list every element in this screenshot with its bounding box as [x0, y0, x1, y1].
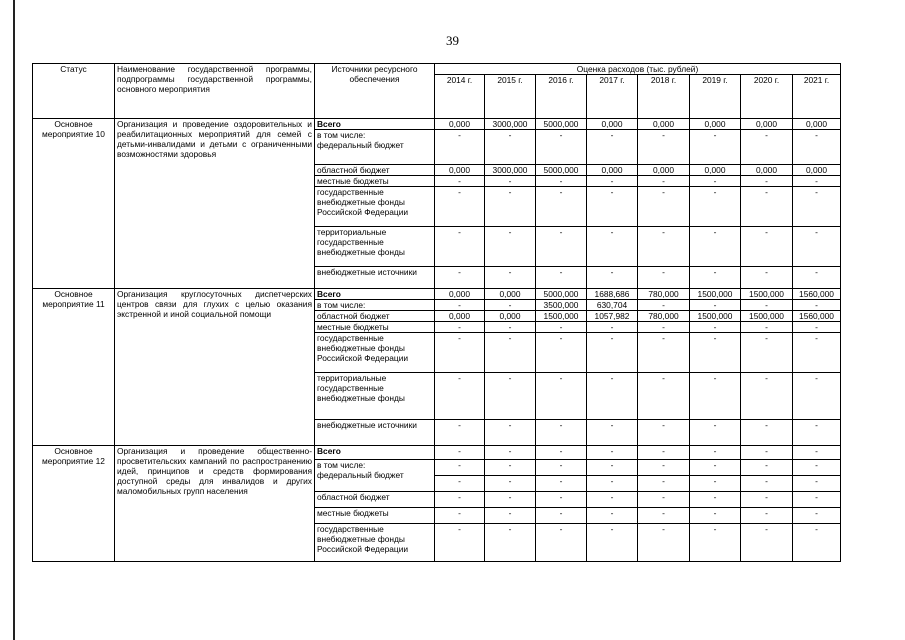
value-cell: -: [741, 333, 793, 373]
table-row: [33, 289, 841, 300]
row-source: [315, 300, 435, 311]
value-cell: -: [793, 524, 841, 562]
source-label: Всего: [317, 446, 341, 456]
value-cell: -: [587, 492, 638, 508]
value-cell: 1500,000: [536, 311, 587, 322]
value-cell: 5000,000: [536, 165, 587, 176]
value-cell: -: [741, 176, 793, 187]
value-cell: -: [690, 508, 741, 524]
source-label: местные бюджеты: [317, 322, 389, 332]
value-cell: -: [435, 476, 485, 492]
value-cell: 0,000: [435, 119, 485, 130]
header-year: 2017 г.: [587, 75, 638, 119]
value-cell: -: [536, 267, 587, 289]
value-cell: -: [485, 492, 536, 508]
value-cell: 0,000: [690, 119, 741, 130]
value-cell: -: [638, 267, 690, 289]
source-label: областной бюджет: [317, 492, 390, 502]
row-source: [315, 446, 435, 460]
value-cell: -: [485, 460, 536, 476]
value-cell: -: [536, 322, 587, 333]
value-cell: -: [741, 322, 793, 333]
header-year: 2018 г.: [638, 75, 690, 119]
value-cell: -: [485, 322, 536, 333]
value-cell: -: [793, 176, 841, 187]
value-cell: 0,000: [690, 165, 741, 176]
value-cell: -: [638, 508, 690, 524]
value-cell: 1500,000: [741, 289, 793, 300]
source-label: государственные внебюджетные фонды Российской Федерации: [317, 333, 409, 363]
value-cell: 1560,000: [793, 289, 841, 300]
value-cell: -: [485, 373, 536, 420]
value-cell: -: [536, 420, 587, 446]
value-cell: -: [435, 333, 485, 373]
value-cell: -: [638, 333, 690, 373]
value-cell: -: [793, 508, 841, 524]
value-cell: -: [638, 460, 690, 476]
value-cell: 0,000: [485, 311, 536, 322]
value-cell: 0,000: [638, 165, 690, 176]
value-cell: -: [485, 130, 536, 165]
value-cell: -: [587, 333, 638, 373]
value-cell: -: [638, 322, 690, 333]
row-source: [315, 130, 435, 165]
value-cell: -: [741, 130, 793, 165]
value-cell: -: [435, 446, 485, 460]
source-label: Всего: [317, 289, 341, 299]
value-cell: 1560,000: [793, 311, 841, 322]
value-cell: -: [638, 446, 690, 460]
value-cell: -: [690, 322, 741, 333]
value-cell: -: [587, 508, 638, 524]
value-cell: -: [485, 333, 536, 373]
value-cell: -: [690, 227, 741, 267]
row-source: [315, 267, 435, 289]
value-cell: 780,000: [638, 311, 690, 322]
value-cell: -: [587, 460, 638, 476]
value-cell: -: [587, 130, 638, 165]
header-year: 2020 г.: [741, 75, 793, 119]
row-source: [315, 119, 435, 130]
row-source: [315, 524, 435, 562]
row-status: Основное мероприятие 10: [33, 119, 115, 289]
row-name: Организация и проведение общественно-просветительских кампаний по распространению идей, принципов и средств формирования доступной среды для инвалидов и других маломобильных групп населения: [115, 446, 315, 562]
header-year: 2014 г.: [435, 75, 485, 119]
value-cell: 3000,000: [485, 119, 536, 130]
value-cell: -: [587, 227, 638, 267]
value-cell: -: [690, 130, 741, 165]
value-cell: -: [536, 373, 587, 420]
value-cell: -: [435, 187, 485, 227]
value-cell: -: [435, 176, 485, 187]
row-status: Основное мероприятие 11: [33, 289, 115, 446]
value-cell: -: [536, 187, 587, 227]
value-cell: 630,704: [587, 300, 638, 311]
value-cell: 0,000: [793, 119, 841, 130]
value-cell: -: [587, 420, 638, 446]
value-cell: 3500,000: [536, 300, 587, 311]
source-label: местные бюджеты: [317, 508, 389, 518]
row-name: Организация и проведение оздоровительных и реабилитационных мероприятий для семей с детьми-инвалидами и детьми с ограниченными возможностями здоровья: [115, 119, 315, 289]
source-label: местные бюджеты: [317, 176, 389, 186]
value-cell: -: [793, 322, 841, 333]
budget-table: [32, 63, 841, 562]
value-cell: -: [690, 476, 741, 492]
row-source: [315, 311, 435, 322]
source-label: внебюджетные источники: [317, 267, 417, 277]
value-cell: -: [435, 373, 485, 420]
page-edge-line: [13, 0, 15, 640]
row-source: [315, 460, 435, 492]
value-cell: -: [741, 524, 793, 562]
value-cell: -: [435, 492, 485, 508]
value-cell: -: [741, 373, 793, 420]
source-label: Всего: [317, 119, 341, 129]
value-cell: -: [536, 333, 587, 373]
row-name: Организация круглосуточных диспетчерских центров связи для глухих с целью оказания экстренной и иной социальной помощи: [115, 289, 315, 446]
value-cell: 0,000: [435, 289, 485, 300]
value-cell: -: [638, 492, 690, 508]
row-source: [315, 492, 435, 508]
value-cell: -: [741, 300, 793, 311]
value-cell: -: [485, 227, 536, 267]
header-name: Наименование государственной программы, подпрограммы государственной программы, основного мероприятия: [115, 64, 315, 119]
value-cell: -: [587, 446, 638, 460]
value-cell: 3000,000: [485, 165, 536, 176]
source-label: в том числе:: [317, 130, 366, 140]
value-cell: -: [638, 300, 690, 311]
value-cell: -: [793, 420, 841, 446]
value-cell: -: [690, 373, 741, 420]
value-cell: 1688,686: [587, 289, 638, 300]
source-label: областной бюджет: [317, 311, 390, 321]
value-cell: 5000,000: [536, 289, 587, 300]
value-cell: -: [435, 508, 485, 524]
value-cell: -: [793, 460, 841, 476]
value-cell: -: [435, 524, 485, 562]
value-cell: -: [690, 187, 741, 227]
value-cell: -: [690, 446, 741, 460]
row-source: [315, 176, 435, 187]
value-cell: -: [741, 492, 793, 508]
header-year: 2021 г.: [793, 75, 841, 119]
value-cell: -: [587, 524, 638, 562]
value-cell: -: [741, 227, 793, 267]
source-label: внебюджетные источники: [317, 420, 417, 430]
header-year: 2019 г.: [690, 75, 741, 119]
value-cell: 0,000: [435, 311, 485, 322]
value-cell: -: [638, 524, 690, 562]
value-cell: -: [793, 267, 841, 289]
value-cell: -: [690, 176, 741, 187]
value-cell: -: [638, 420, 690, 446]
value-cell: 0,000: [587, 119, 638, 130]
row-source: [315, 333, 435, 373]
row-source: [315, 289, 435, 300]
value-cell: 780,000: [638, 289, 690, 300]
source-label: областной бюджет: [317, 165, 390, 175]
value-cell: -: [536, 227, 587, 267]
value-cell: -: [485, 420, 536, 446]
row-source: [315, 187, 435, 227]
value-cell: -: [638, 373, 690, 420]
value-cell: -: [793, 476, 841, 492]
value-cell: -: [587, 322, 638, 333]
value-cell: -: [690, 420, 741, 446]
value-cell: -: [793, 130, 841, 165]
value-cell: 1500,000: [741, 311, 793, 322]
value-cell: -: [485, 476, 536, 492]
value-cell: -: [485, 176, 536, 187]
value-cell: -: [587, 187, 638, 227]
source-label: государственные внебюджетные фонды Российской Федерации: [317, 187, 409, 217]
value-cell: -: [536, 524, 587, 562]
value-cell: -: [435, 420, 485, 446]
value-cell: -: [741, 187, 793, 227]
header-source: Источники ресурсного обеспечения: [315, 64, 435, 119]
value-cell: -: [435, 460, 485, 476]
row-source: [315, 373, 435, 420]
value-cell: -: [638, 476, 690, 492]
value-cell: -: [485, 446, 536, 460]
value-cell: -: [690, 460, 741, 476]
value-cell: -: [435, 227, 485, 267]
value-cell: -: [690, 524, 741, 562]
value-cell: -: [536, 446, 587, 460]
value-cell: -: [435, 300, 485, 311]
value-cell: -: [485, 267, 536, 289]
value-cell: -: [690, 300, 741, 311]
value-cell: -: [741, 508, 793, 524]
header-year: 2015 г.: [485, 75, 536, 119]
value-cell: -: [741, 446, 793, 460]
value-cell: 0,000: [485, 289, 536, 300]
value-cell: -: [690, 492, 741, 508]
value-cell: -: [793, 446, 841, 460]
value-cell: 0,000: [741, 119, 793, 130]
source-label: в том числе:: [317, 300, 366, 310]
row-source: [315, 165, 435, 176]
value-cell: -: [536, 492, 587, 508]
value-cell: 5000,000: [536, 119, 587, 130]
value-cell: -: [793, 227, 841, 267]
source-label: государственные внебюджетные фонды Российской Федерации: [317, 524, 409, 554]
value-cell: 1057,982: [587, 311, 638, 322]
value-cell: -: [536, 460, 587, 476]
value-cell: -: [485, 524, 536, 562]
value-cell: -: [435, 130, 485, 165]
row-source: [315, 227, 435, 267]
value-cell: -: [536, 508, 587, 524]
table-row: [33, 446, 841, 460]
value-cell: -: [638, 176, 690, 187]
header-status: Статус: [33, 64, 115, 119]
value-cell: -: [741, 460, 793, 476]
value-cell: -: [793, 333, 841, 373]
source-label: территориальные государственные внебюджетные фонды: [317, 373, 405, 403]
value-cell: -: [485, 300, 536, 311]
value-cell: -: [741, 476, 793, 492]
row-status: Основное мероприятие 12: [33, 446, 115, 562]
value-cell: 0,000: [741, 165, 793, 176]
value-cell: -: [587, 267, 638, 289]
value-cell: 0,000: [587, 165, 638, 176]
value-cell: -: [536, 476, 587, 492]
source-label: федеральный бюджет: [317, 470, 404, 480]
value-cell: -: [793, 300, 841, 311]
value-cell: -: [485, 508, 536, 524]
value-cell: -: [536, 130, 587, 165]
value-cell: -: [435, 267, 485, 289]
value-cell: -: [587, 176, 638, 187]
header-estimate: Оценка расходов (тыс. рублей): [435, 64, 841, 75]
value-cell: 1500,000: [690, 289, 741, 300]
value-cell: -: [793, 187, 841, 227]
value-cell: -: [793, 492, 841, 508]
row-source: [315, 420, 435, 446]
value-cell: -: [638, 227, 690, 267]
value-cell: -: [638, 187, 690, 227]
value-cell: -: [741, 420, 793, 446]
value-cell: -: [690, 333, 741, 373]
source-label: федеральный бюджет: [317, 140, 404, 150]
source-label: территориальные государственные внебюджетные фонды: [317, 227, 405, 257]
value-cell: 0,000: [435, 165, 485, 176]
header-row: [33, 64, 841, 75]
value-cell: -: [485, 187, 536, 227]
page-number: 39: [446, 33, 459, 48]
value-cell: -: [435, 322, 485, 333]
value-cell: -: [587, 476, 638, 492]
value-cell: -: [741, 267, 793, 289]
value-cell: -: [638, 130, 690, 165]
value-cell: -: [793, 373, 841, 420]
value-cell: -: [587, 373, 638, 420]
row-source: [315, 322, 435, 333]
value-cell: 1500,000: [690, 311, 741, 322]
source-label: в том числе:: [317, 460, 366, 470]
value-cell: 0,000: [793, 165, 841, 176]
value-cell: 0,000: [638, 119, 690, 130]
value-cell: -: [536, 176, 587, 187]
header-year: 2016 г.: [536, 75, 587, 119]
value-cell: -: [690, 267, 741, 289]
row-source: [315, 508, 435, 524]
table-row: [33, 119, 841, 130]
